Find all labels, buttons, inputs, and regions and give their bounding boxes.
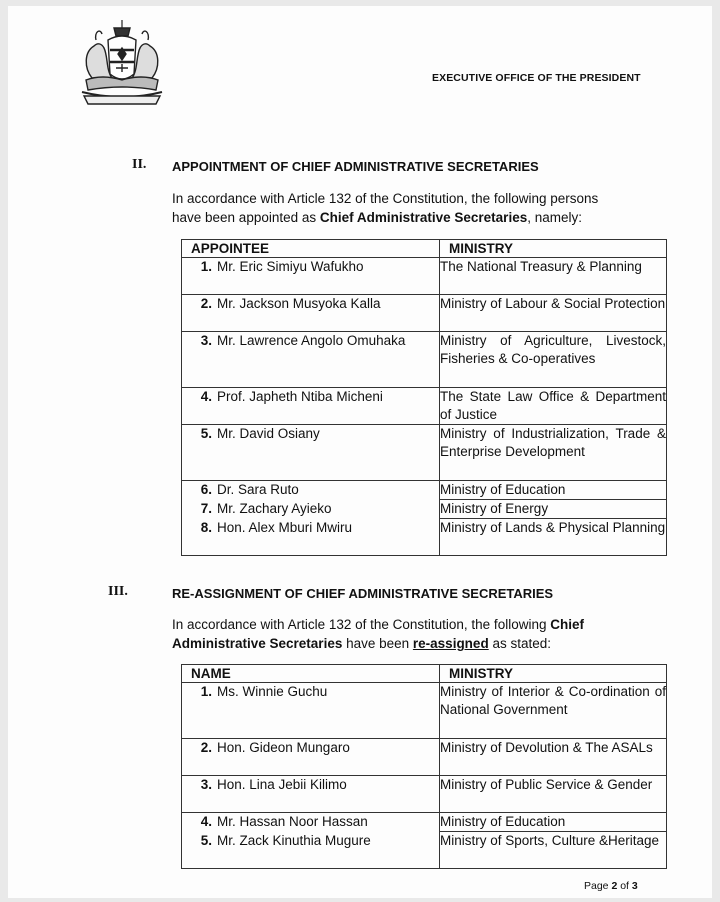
cas-name: Mr. Zack Kinuthia Mugure bbox=[217, 832, 371, 848]
appointee-name: Mr. Lawrence Angolo Omuhaka bbox=[217, 333, 406, 348]
ministry-name: Ministry of Sports, Culture &Heritage bbox=[439, 832, 666, 869]
ministry-name: Ministry of Energy bbox=[440, 500, 667, 519]
ministry-name: Ministry of Agriculture, Livestock, Fisheries & Co-operatives bbox=[440, 332, 667, 388]
page-total: 3 bbox=[631, 880, 638, 892]
section-3-number: III. bbox=[108, 584, 128, 599]
reassignments-table bbox=[181, 664, 667, 869]
cas-name: Hon. Gideon Mungaro bbox=[217, 740, 350, 755]
ministry-name: Ministry of Industrialization, Trade & Enterprise Development bbox=[440, 425, 667, 481]
section-2-intro-line2: have been appointed as Chief Administrative Secretaries, namely: bbox=[172, 210, 582, 225]
table-row: 7. Mr. Zachary Ayieko Ministry of Energy bbox=[182, 500, 667, 519]
table-row: 8. Hon. Alex Mburi Mwiru Ministry of Lands & Physical Planning bbox=[182, 519, 667, 556]
ministry-name: Ministry of Education bbox=[439, 813, 666, 832]
of-label: of bbox=[620, 880, 629, 892]
table-row: 4. Prof. Japheth Ntiba Micheni The State Law Office & Department of Justice bbox=[182, 388, 667, 425]
ministry-name: The National Treasury & Planning bbox=[440, 258, 667, 295]
cas-name: Mr. Hassan Noor Hassan bbox=[217, 814, 368, 829]
section-3-intro-line1: In accordance with Article 132 of the Constitution, the following Chief bbox=[172, 617, 584, 632]
appointee-name: Mr. Zachary Ayieko bbox=[217, 500, 332, 516]
section-3-intro bbox=[172, 615, 584, 653]
office-header: EXECUTIVE OFFICE OF THE PRESIDENT bbox=[432, 72, 641, 84]
appointee-name: Prof. Japheth Ntiba Micheni bbox=[217, 389, 383, 404]
page-footer bbox=[584, 880, 638, 892]
cas-name: Hon. Lina Jebii Kilimo bbox=[217, 777, 347, 792]
section-2-intro-line1: In accordance with Article 132 of the Constitution, the following persons bbox=[172, 191, 599, 206]
ministry-name: Ministry of Interior & Co-ordination of National Government bbox=[439, 683, 666, 739]
table-row: 6. Dr. Sara Ruto Ministry of Education bbox=[182, 481, 667, 500]
document-page bbox=[8, 6, 712, 898]
appointee-name: Mr. David Osiany bbox=[217, 426, 320, 441]
page-number: 2 bbox=[611, 880, 618, 892]
table-row: 2. Hon. Gideon Mungaro Ministry of Devolution & The ASALs bbox=[182, 739, 667, 776]
appointee-column-header: APPOINTEE bbox=[182, 240, 440, 258]
appointee-name: Mr. Eric Simiyu Wafukho bbox=[217, 259, 364, 274]
ministry-name: The State Law Office & Department of Justice bbox=[440, 388, 667, 425]
table-row: 4. Mr. Hassan Noor Hassan Ministry of Education bbox=[182, 813, 667, 832]
name-column-header: NAME bbox=[182, 665, 440, 683]
ministry-name: Ministry of Devolution & The ASALs bbox=[439, 739, 666, 776]
table-row: 2. Mr. Jackson Musyoka Kalla Ministry of Labour & Social Protection bbox=[182, 295, 667, 332]
section-3-title: RE-ASSIGNMENT OF CHIEF ADMINISTRATIVE SECRETARIES bbox=[172, 586, 554, 601]
appointee-name: Mr. Jackson Musyoka Kalla bbox=[217, 296, 381, 311]
section-2-intro bbox=[172, 189, 598, 227]
page-label: Page bbox=[584, 880, 609, 892]
section-2-number: II. bbox=[132, 157, 147, 172]
section-2-title: APPOINTMENT OF CHIEF ADMINISTRATIVE SECRETARIES bbox=[172, 159, 539, 174]
appointee-name: Hon. Alex Mburi Mwiru bbox=[217, 519, 353, 535]
table-header-row bbox=[182, 240, 667, 258]
table-row: 3. Mr. Lawrence Angolo Omuhaka Ministry of Agriculture, Livestock, Fisheries & Co-operatives bbox=[182, 332, 667, 388]
ministry-column-header: MINISTRY bbox=[440, 240, 667, 258]
table-row: 5. Mr. Zack Kinuthia Mugure Ministry of Sports, Culture &Heritage bbox=[182, 832, 667, 869]
table-row: 3. Hon. Lina Jebii Kilimo Ministry of Public Service & Gender bbox=[182, 776, 667, 813]
table-header-row bbox=[182, 665, 667, 683]
appointee-name: Dr. Sara Ruto bbox=[217, 482, 299, 497]
appointments-table bbox=[181, 239, 667, 556]
table-row: 1. Mr. Eric Simiyu Wafukho The National Treasury & Planning bbox=[182, 258, 667, 295]
coat-of-arms-logo bbox=[72, 18, 172, 110]
table-row: 1. Ms. Winnie Guchu Ministry of Interior & Co-ordination of National Government bbox=[182, 683, 667, 739]
ministry-name: Ministry of Public Service & Gender bbox=[439, 776, 666, 813]
ministry-column-header: MINISTRY bbox=[439, 665, 666, 683]
ministry-name: Ministry of Labour & Social Protection bbox=[440, 295, 667, 332]
table-row: 5. Mr. David Osiany Ministry of Industrialization, Trade & Enterprise Development bbox=[182, 425, 667, 481]
ministry-name: Ministry of Education bbox=[440, 481, 667, 500]
cas-name: Ms. Winnie Guchu bbox=[217, 684, 328, 699]
ministry-name: Ministry of Lands & Physical Planning bbox=[440, 519, 667, 556]
section-3-intro-line2: Administrative Secretaries have been re-assigned as stated: bbox=[172, 636, 551, 651]
